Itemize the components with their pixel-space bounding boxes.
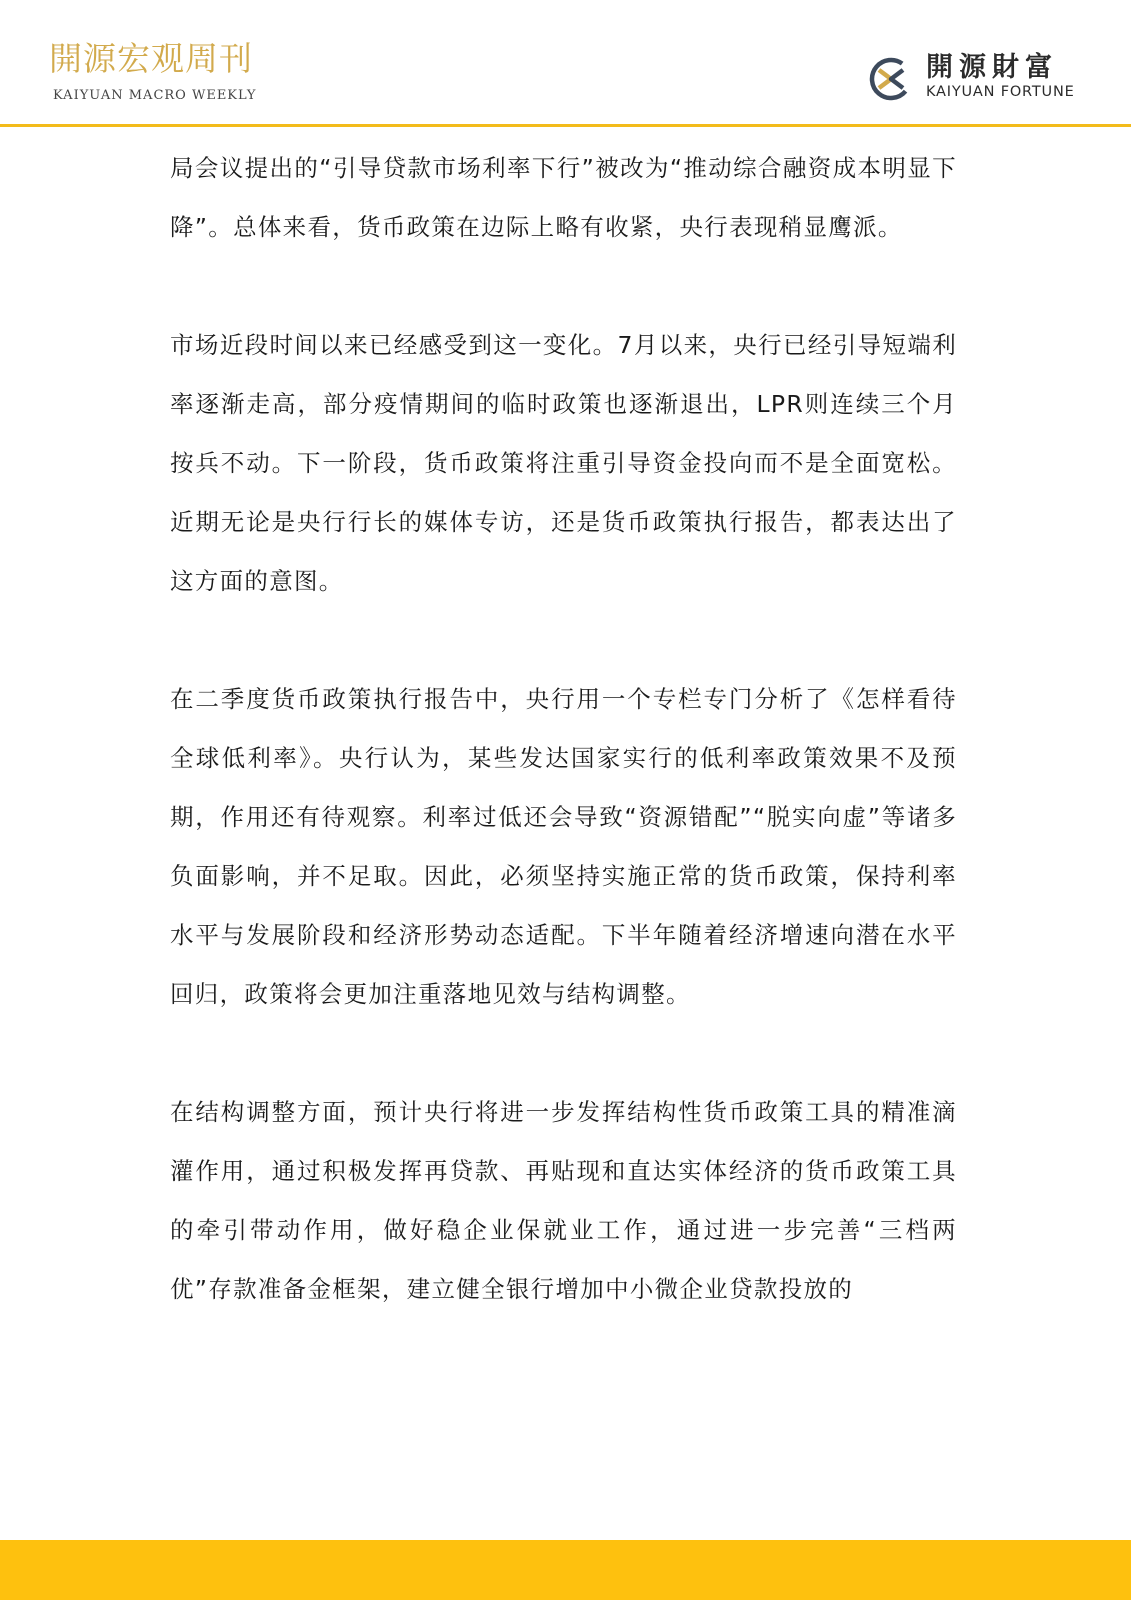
paragraph-3: 在二季度货币政策执行报告中，央行用一个专栏专门分析了《怎样看待全球低利率》。央行认为，某些发达国家实行的低利率政策效果不及预期，作用还有待观察。利率过低还会导致“资源错配”“脱实向虚”等诸多负面影响，并不足取。因此，必须坚持实施正常的货币政策，保持利率水平与发展阶段和经济形势动态适配。下半年随着经济增速向潜在水平回归，政策将会更加注重落地见效与结构调整。 — [170, 685, 957, 1008]
paragraph-4: 在结构调整方面，预计央行将进一步发挥结构性货币政策工具的精准滴灌作用，通过积极发挥再贷款、再贴现和直达实体经济的货币政策工具的牵引带动作用，做好稳企业保就业工作，通过进一步完善“三档两优”存款准备金框架，建立健全银行增加中小微企业贷款投放的 — [170, 1098, 957, 1303]
kaiyuan-logo-icon — [868, 56, 914, 102]
footer-bar — [0, 1540, 1131, 1600]
header-divider — [0, 124, 1131, 127]
paragraph-2: 市场近段时间以来已经感受到这一变化。7月以来，央行已经引导短端利率逐渐走高，部分疫情期间的临时政策也逐渐退出，LPR则连续三个月按兵不动。下一阶段，货币政策将注重引导资金投向而不是全面宽松。近期无论是央行行长的媒体专访，还是货币政策执行报告，都表达出了这方面的意图。 — [170, 331, 957, 595]
paragraph-1: 局会议提出的“引导贷款市场利率下行”被改为“推动综合融资成本明显下降”。总体来看，货币政策在边际上略有收紧，央行表现稍显鹰派。 — [170, 154, 957, 241]
report-title: 開源宏观周刊 — [49, 39, 253, 78]
logo-name-cn: 開源財富 — [926, 52, 1058, 83]
logo-name-en: KAIYUAN FORTUNE — [926, 84, 1075, 100]
page-header — [0, 0, 1131, 127]
report-subtitle: KAIYUAN MACRO WEEKLY — [53, 88, 257, 103]
article-body — [170, 139, 957, 1378]
company-logo — [868, 52, 1108, 108]
